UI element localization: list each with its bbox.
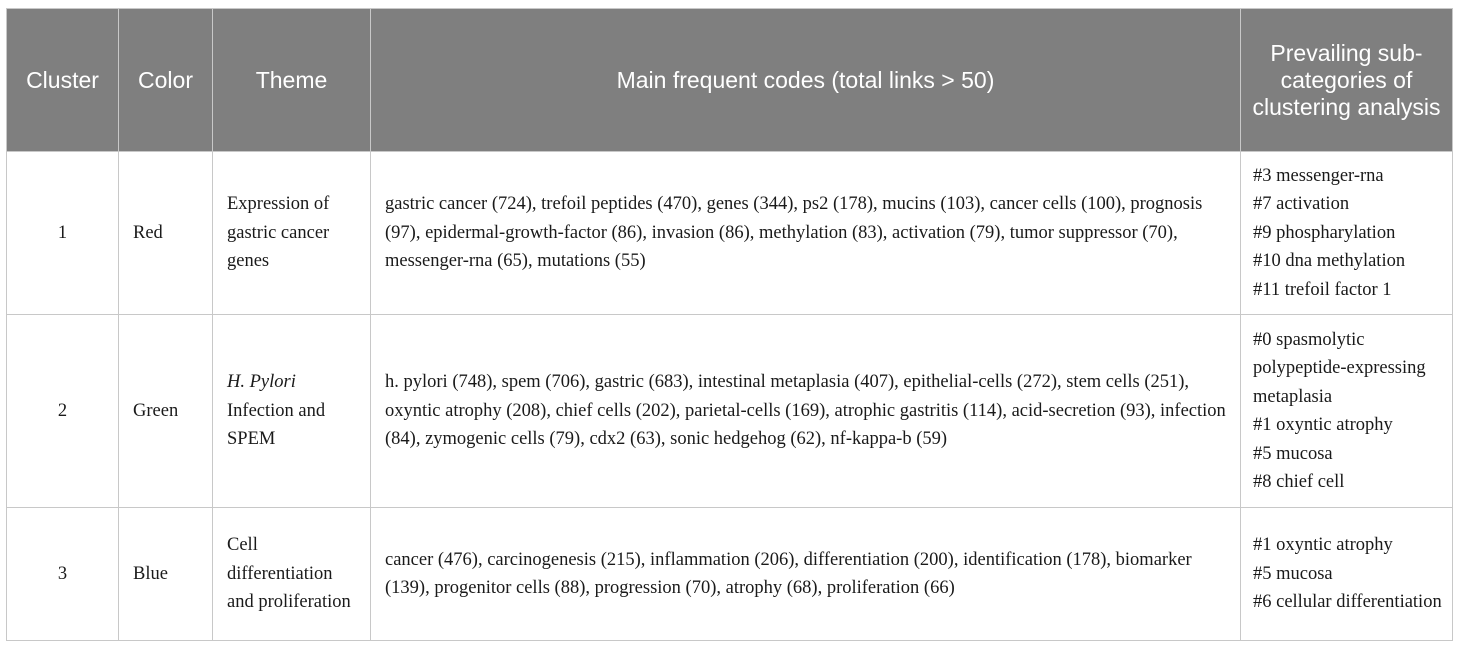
header-theme: Theme	[213, 9, 371, 152]
cell-cluster: 3	[7, 508, 119, 641]
subcategory-item: #0 spasmolytic polypeptide-expressing metaplasia	[1253, 329, 1426, 407]
cell-cluster: 2	[7, 315, 119, 508]
subcategory-item: #1 oxyntic atrophy	[1253, 535, 1393, 556]
header-color: Color	[119, 9, 213, 152]
cell-subcategories	[1241, 152, 1453, 315]
subcategory-item: #5 mucosa	[1253, 443, 1333, 464]
cell-color: Green	[119, 315, 213, 508]
subcategory-item: #10 dna methylation	[1253, 251, 1406, 272]
subcategory-item: #6 cellular differentiation	[1253, 592, 1442, 613]
subcategory-item: #8 chief cell	[1253, 472, 1345, 492]
cell-codes: gastric cancer (724), trefoil peptides (470), genes (344), ps2 (178), mucins (103), cancer cells (100), prognosis (97), epidermal-growth-factor (86), invasion (86), methylation (83), activation (79), tumor suppressor (70), messenger-rna (65), mutations (55)	[371, 152, 1241, 315]
header-row	[7, 9, 1453, 152]
cell-cluster: 1	[7, 152, 119, 315]
table-row	[7, 315, 1453, 508]
cell-subcategories	[1241, 508, 1453, 641]
table-row	[7, 508, 1453, 641]
subcategory-item: #11 trefoil factor 1	[1253, 279, 1392, 300]
header-subcategories: Prevailing sub-categories of clustering analysis	[1241, 9, 1453, 152]
cell-codes: cancer (476), carcinogenesis (215), inflammation (206), differentiation (200), identification (178), biomarker (139), progenitor cells (88), progression (70), atrophy (68), proliferation (66)	[371, 508, 1241, 641]
cell-subcategories	[1241, 315, 1453, 508]
cell-theme: Cell differentiation and proliferation	[213, 508, 371, 641]
subcategory-item: #7 activation	[1253, 194, 1350, 215]
cluster-table	[6, 8, 1453, 641]
subcategory-item: #1 oxyntic atrophy	[1253, 415, 1393, 435]
cell-theme: Expression of gastric cancer genes	[213, 152, 371, 315]
subcategory-item: #5 mucosa	[1253, 563, 1333, 584]
cell-theme	[213, 315, 371, 508]
header-cluster: Cluster	[7, 9, 119, 152]
table-row	[7, 152, 1453, 315]
header-codes: Main frequent codes (total links > 50)	[371, 9, 1241, 152]
subcategory-item: #9 phospharylation	[1253, 222, 1396, 243]
theme-italic: H. Pylori	[227, 372, 296, 393]
theme-rest: Infection and SPEM	[227, 400, 326, 450]
cell-codes: h. pylori (748), spem (706), gastric (683), intestinal metaplasia (407), epithelial-cells (272), stem cells (251), oxyntic atrophy (208), chief cells (202), parietal-cells (169), atrophic gastritis (114), acid-secretion (93), infection (84), zymogenic cells (79), cdx2 (63), sonic hedgehog (62), nf-kappa-b (59)	[371, 315, 1241, 508]
cell-color: Red	[119, 152, 213, 315]
cell-color: Blue	[119, 508, 213, 641]
table-container	[6, 8, 1452, 641]
subcategory-item: #3 messenger-rna	[1253, 165, 1384, 186]
